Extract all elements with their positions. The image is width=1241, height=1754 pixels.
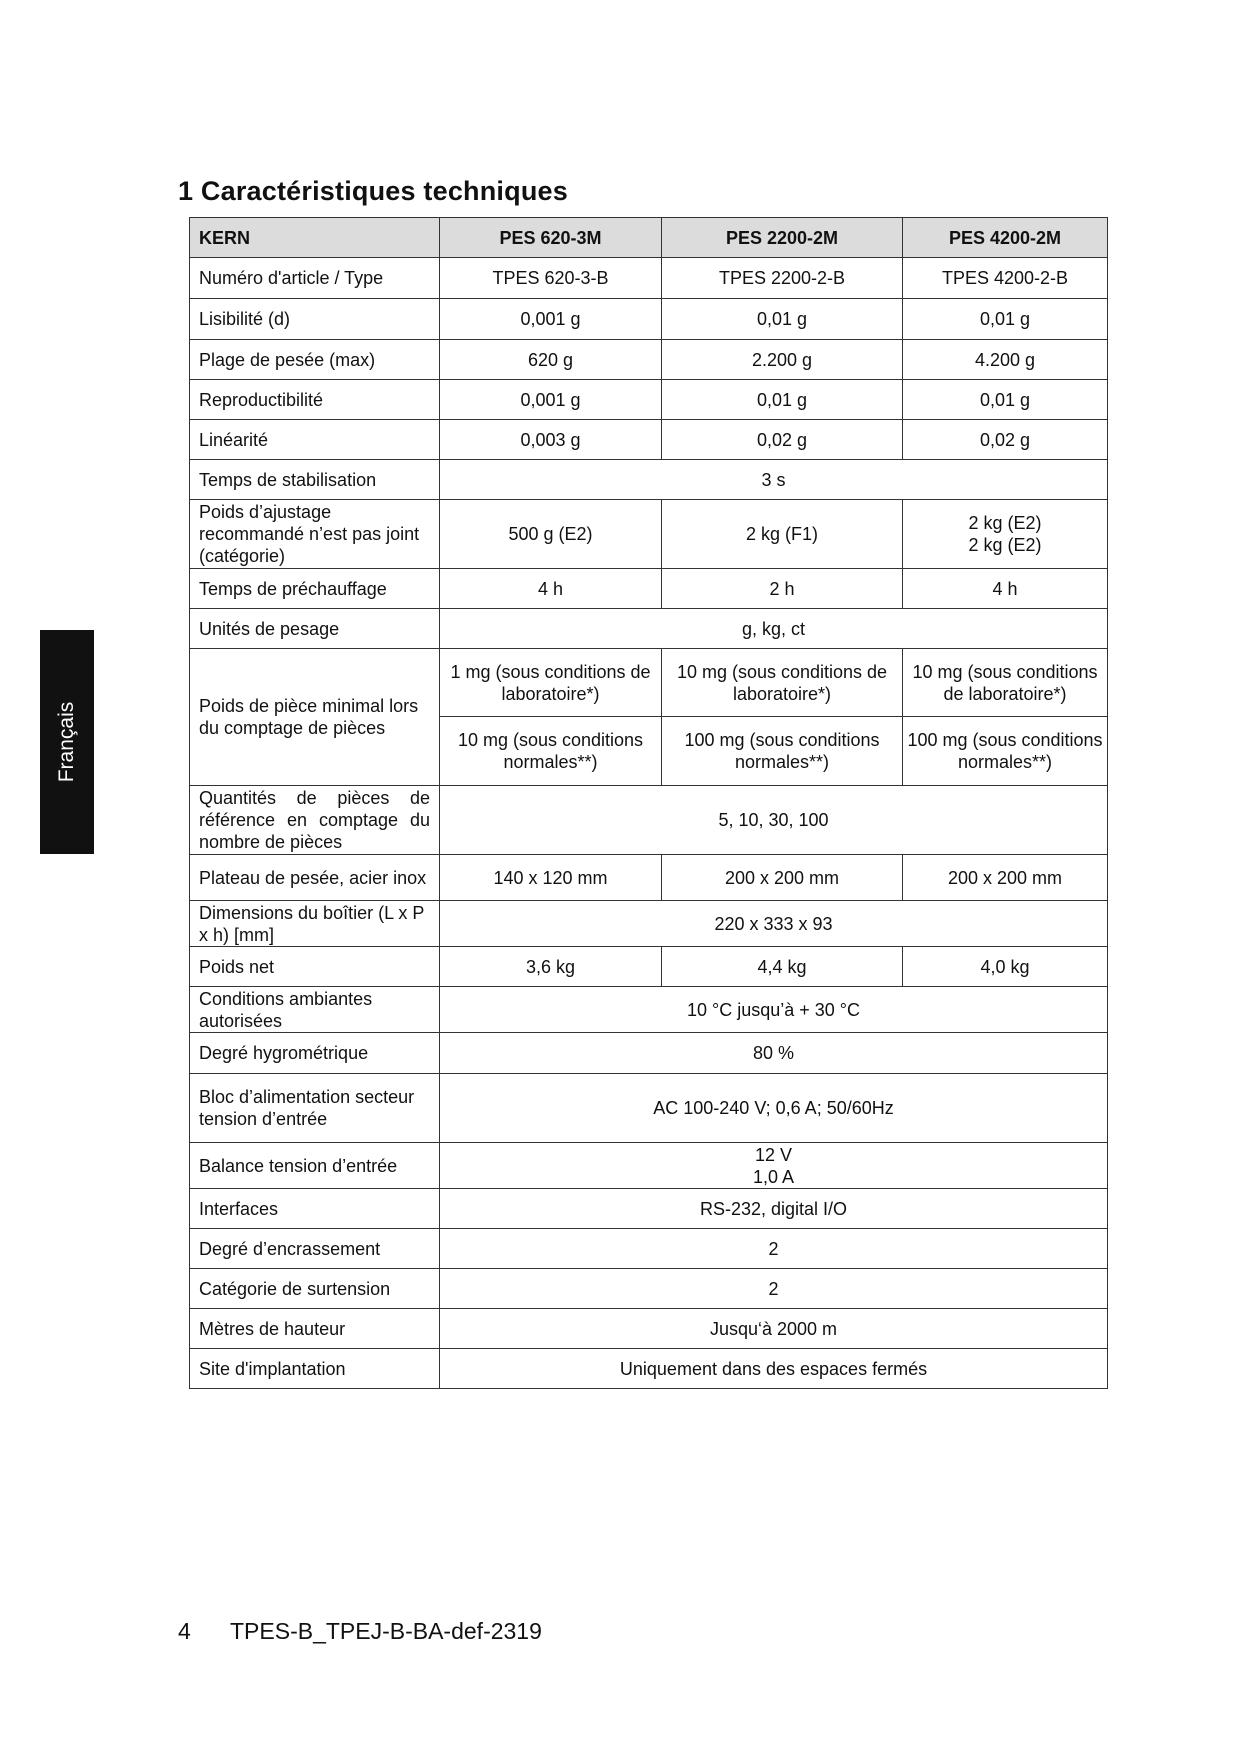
table-cell: 0,01 g	[903, 299, 1108, 340]
table-cell: 0,003 g	[440, 420, 662, 460]
table-cell: 0,01 g	[903, 380, 1108, 420]
table-cell: 200 x 200 mm	[662, 855, 903, 901]
specifications-table	[189, 217, 1108, 1389]
row-label: Mètres de hauteur	[190, 1309, 440, 1349]
table-cell: 0,001 g	[440, 299, 662, 340]
table-cell: 0,01 g	[662, 299, 903, 340]
table-cell: 10 mg (sous conditions de laboratoire*)	[662, 649, 903, 717]
table-row	[190, 1143, 1108, 1189]
table-cell: 2 h	[662, 569, 903, 609]
table-cell: 1 mg (sous conditions de laboratoire*)	[440, 649, 662, 717]
table-cell: 0,02 g	[903, 420, 1108, 460]
document-id: TPES-B_TPEJ-B-BA-def-2319	[230, 1618, 542, 1644]
language-tab-label: Français	[55, 701, 78, 783]
table-row	[190, 380, 1108, 420]
table-cell: 4.200 g	[903, 340, 1108, 380]
table-row	[190, 1309, 1108, 1349]
table-cell: 500 g (E2)	[440, 500, 662, 569]
table-cell: TPES 2200-2-B	[662, 258, 903, 299]
table-row	[190, 1189, 1108, 1229]
row-label: Poids d’ajustage recommandé n’est pas joint (catégorie)	[190, 500, 440, 569]
table-cell: 3 s	[440, 460, 1108, 500]
table-row	[190, 1269, 1108, 1309]
table-row	[190, 500, 1108, 569]
table-row	[190, 987, 1108, 1033]
table-cell: 5, 10, 30, 100	[440, 786, 1108, 855]
row-label: Interfaces	[190, 1189, 440, 1229]
header-cell: PES 620-3M	[440, 218, 662, 258]
header-cell: PES 4200-2M	[903, 218, 1108, 258]
table-header-row	[190, 218, 1108, 258]
row-label: Plage de pesée (max)	[190, 340, 440, 380]
table-cell: RS-232, digital I/O	[440, 1189, 1108, 1229]
table-cell: 4 h	[903, 569, 1108, 609]
table-cell: 100 mg (sous conditions normales**)	[662, 717, 903, 786]
row-label: Catégorie de surtension	[190, 1269, 440, 1309]
row-label: Temps de stabilisation	[190, 460, 440, 500]
table-cell: Jusqu‘à 2000 m	[440, 1309, 1108, 1349]
table-row	[190, 609, 1108, 649]
table-cell: 4,4 kg	[662, 947, 903, 987]
row-label: Degré d’encrassement	[190, 1229, 440, 1269]
table-cell: 4,0 kg	[903, 947, 1108, 987]
table-cell: g, kg, ct	[440, 609, 1108, 649]
row-label: Reproductibilité	[190, 380, 440, 420]
table-cell: 3,6 kg	[440, 947, 662, 987]
table-row	[190, 1229, 1108, 1269]
table-row	[190, 460, 1108, 500]
table-cell: AC 100-240 V; 0,6 A; 50/60Hz	[440, 1074, 1108, 1143]
row-label: Poids de pièce minimal lors du comptage de pièces	[190, 649, 440, 786]
table-cell: TPES 4200-2-B	[903, 258, 1108, 299]
table-row	[190, 649, 1108, 717]
table-cell: 2.200 g	[662, 340, 903, 380]
table-cell: 140 x 120 mm	[440, 855, 662, 901]
table-cell: 10 mg (sous conditions normales**)	[440, 717, 662, 786]
table-row	[190, 420, 1108, 460]
table-row	[190, 340, 1108, 380]
table-row	[190, 1074, 1108, 1143]
table-cell: 200 x 200 mm	[903, 855, 1108, 901]
table-cell: 220 x 333 x 93	[440, 901, 1108, 947]
row-label: Temps de préchauffage	[190, 569, 440, 609]
table-row	[190, 947, 1108, 987]
table-cell: 12 V 1,0 A	[440, 1143, 1108, 1189]
row-label: Balance tension d’entrée	[190, 1143, 440, 1189]
row-label: Quantités de pièces de référence en comptage du nombre de pièces	[190, 786, 440, 855]
table-cell: Uniquement dans des espaces fermés	[440, 1349, 1108, 1389]
row-label: Unités de pesage	[190, 609, 440, 649]
row-label: Numéro d'article / Type	[190, 258, 440, 299]
table-row	[190, 569, 1108, 609]
page-title: 1 Caractéristiques techniques	[178, 176, 568, 206]
row-label: Plateau de pesée, acier inox	[190, 855, 440, 901]
table-cell: TPES 620-3-B	[440, 258, 662, 299]
page-number: 4	[178, 1618, 191, 1644]
table-cell: 2	[440, 1229, 1108, 1269]
table-cell: 2 kg (F1)	[662, 500, 903, 569]
table-row	[190, 299, 1108, 340]
table-row	[190, 855, 1108, 901]
table-row	[190, 1349, 1108, 1389]
table-cell: 10 °C jusqu’à + 30 °C	[440, 987, 1108, 1033]
table-row	[190, 786, 1108, 855]
row-label: Lisibilité (d)	[190, 299, 440, 340]
table-cell: 80 %	[440, 1033, 1108, 1074]
row-label: Degré hygrométrique	[190, 1033, 440, 1074]
header-cell: PES 2200-2M	[662, 218, 903, 258]
table-row	[190, 258, 1108, 299]
table-cell: 2 kg (E2) 2 kg (E2)	[903, 500, 1108, 569]
row-label: Site d'implantation	[190, 1349, 440, 1389]
row-label: Linéarité	[190, 420, 440, 460]
row-label: Bloc d’alimentation secteur tension d’entrée	[190, 1074, 440, 1143]
table-cell: 100 mg (sous conditions normales**)	[903, 717, 1108, 786]
table-cell: 620 g	[440, 340, 662, 380]
table-cell: 2	[440, 1269, 1108, 1309]
row-label: Poids net	[190, 947, 440, 987]
row-label: Conditions ambiantes autorisées	[190, 987, 440, 1033]
page-footer	[178, 1618, 542, 1645]
table-cell: 0,001 g	[440, 380, 662, 420]
table-cell: 10 mg (sous conditions de laboratoire*)	[903, 649, 1108, 717]
table-row	[190, 1033, 1108, 1074]
table-cell: 4 h	[440, 569, 662, 609]
table-cell: 0,01 g	[662, 380, 903, 420]
language-tab	[40, 630, 94, 854]
table-cell: 0,02 g	[662, 420, 903, 460]
table-row	[190, 901, 1108, 947]
row-label: Dimensions du boîtier (L x P x h) [mm]	[190, 901, 440, 947]
header-cell: KERN	[190, 218, 440, 258]
